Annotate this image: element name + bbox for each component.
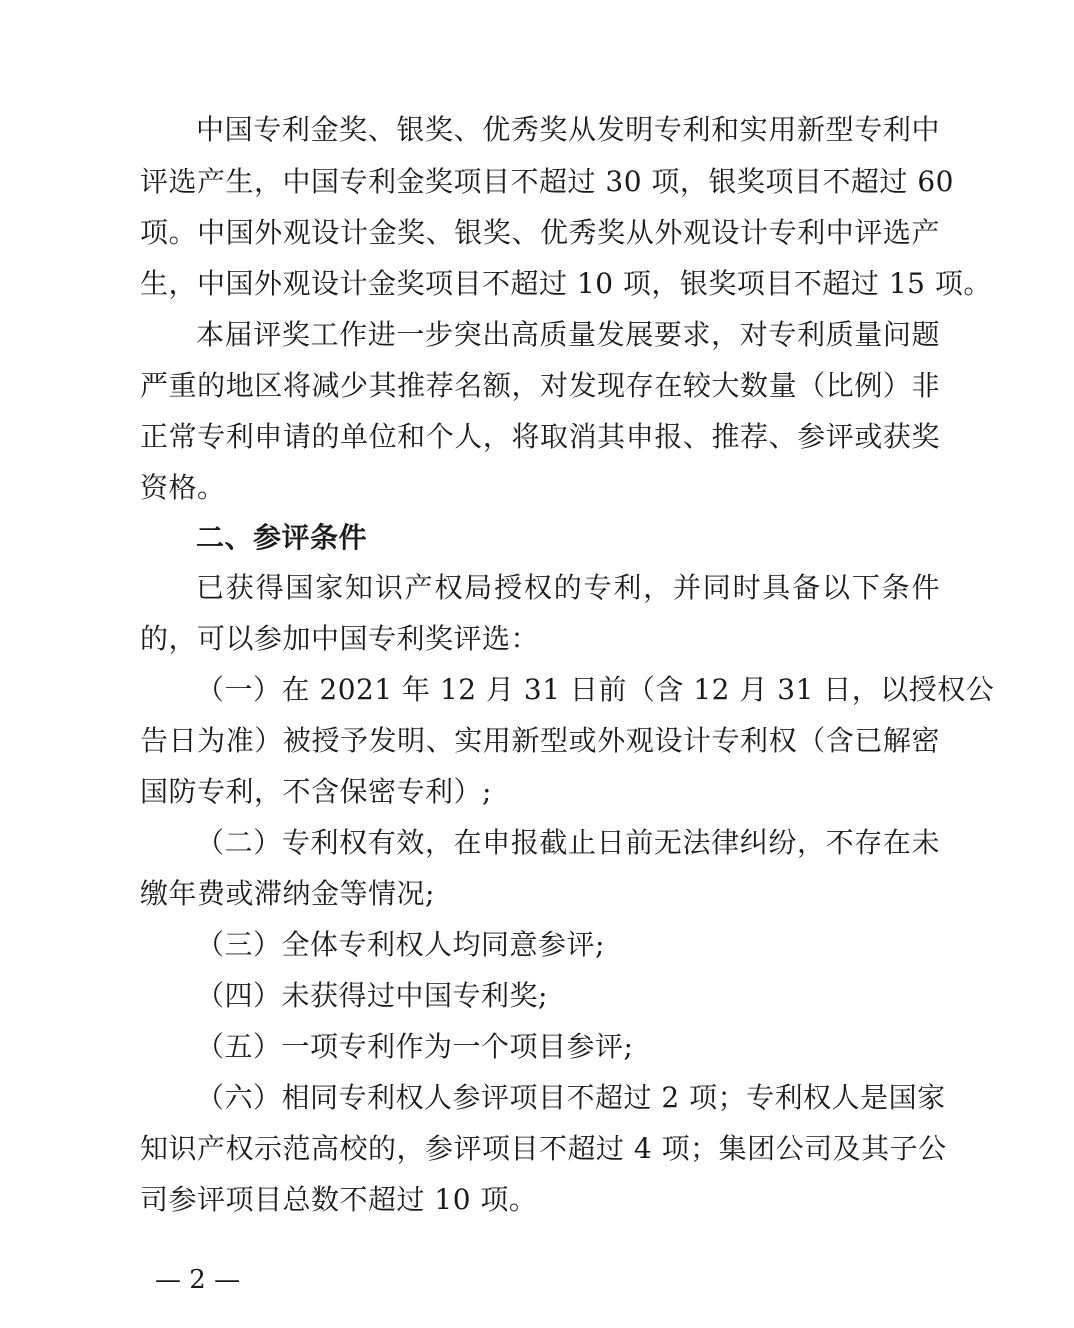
paragraph-line: 项。中国外观设计金奖、银奖、优秀奖从外观设计专利中评选产: [140, 216, 940, 249]
list-item-line: 国防专利，不含保密专利）;: [140, 775, 492, 808]
paragraph-line: 本届评奖工作进一步突出高质量发展要求，对专利质量问题: [196, 318, 940, 351]
list-item-line: 缴年费或滞纳金等情况;: [140, 877, 435, 910]
list-item-line: 知识产权示范高校的，参评项目不超过 4 项；集团公司及其子公: [140, 1132, 947, 1165]
list-item-line: （三）全体专利权人均同意参评;: [196, 928, 605, 961]
section-heading: 二、参评条件: [196, 521, 368, 554]
paragraph-line: 中国专利金奖、银奖、优秀奖从发明专利和实用新型专利中: [196, 113, 940, 146]
paragraph-line: 资格。: [140, 471, 226, 504]
paragraph-line: 严重的地区将减少其推荐名额，对发现存在较大数量（比例）非: [140, 369, 940, 402]
paragraph-line: 生，中国外观设计金奖项目不超过 10 项，银奖项目不超过 15 项。: [140, 267, 992, 300]
paragraph-line: 的，可以参加中国专利奖评选：: [140, 622, 540, 655]
list-item-line: 司参评项目总数不超过 10 项。: [140, 1183, 538, 1216]
list-item-line: （五）一项专利作为一个项目参评;: [196, 1030, 634, 1063]
list-item-line: （六）相同专利权人参评项目不超过 2 项；专利权人是国家: [196, 1081, 946, 1114]
list-item-line: 告日为准）被授予发明、实用新型或外观设计专利权（含已解密: [140, 724, 940, 757]
paragraph-line: 正常专利申请的单位和个人，将取消其申报、推荐、参评或获奖: [140, 420, 940, 453]
paragraph-line: 已获得国家知识产权局授权的专利，并同时具备以下条件: [196, 571, 940, 604]
page-number: — 2 —: [155, 1265, 241, 1295]
paragraph-line: 评选产生，中国专利金奖项目不超过 30 项，银奖项目不超过 60: [140, 165, 954, 198]
list-item-line: （二）专利权有效，在申报截止日前无法律纠纷，不存在未: [196, 826, 940, 859]
list-item-line: （四）未获得过中国专利奖;: [196, 979, 548, 1012]
list-item-line: （一）在 2021 年 12 月 31 日前（含 12 月 31 日，以授权公: [196, 673, 995, 706]
